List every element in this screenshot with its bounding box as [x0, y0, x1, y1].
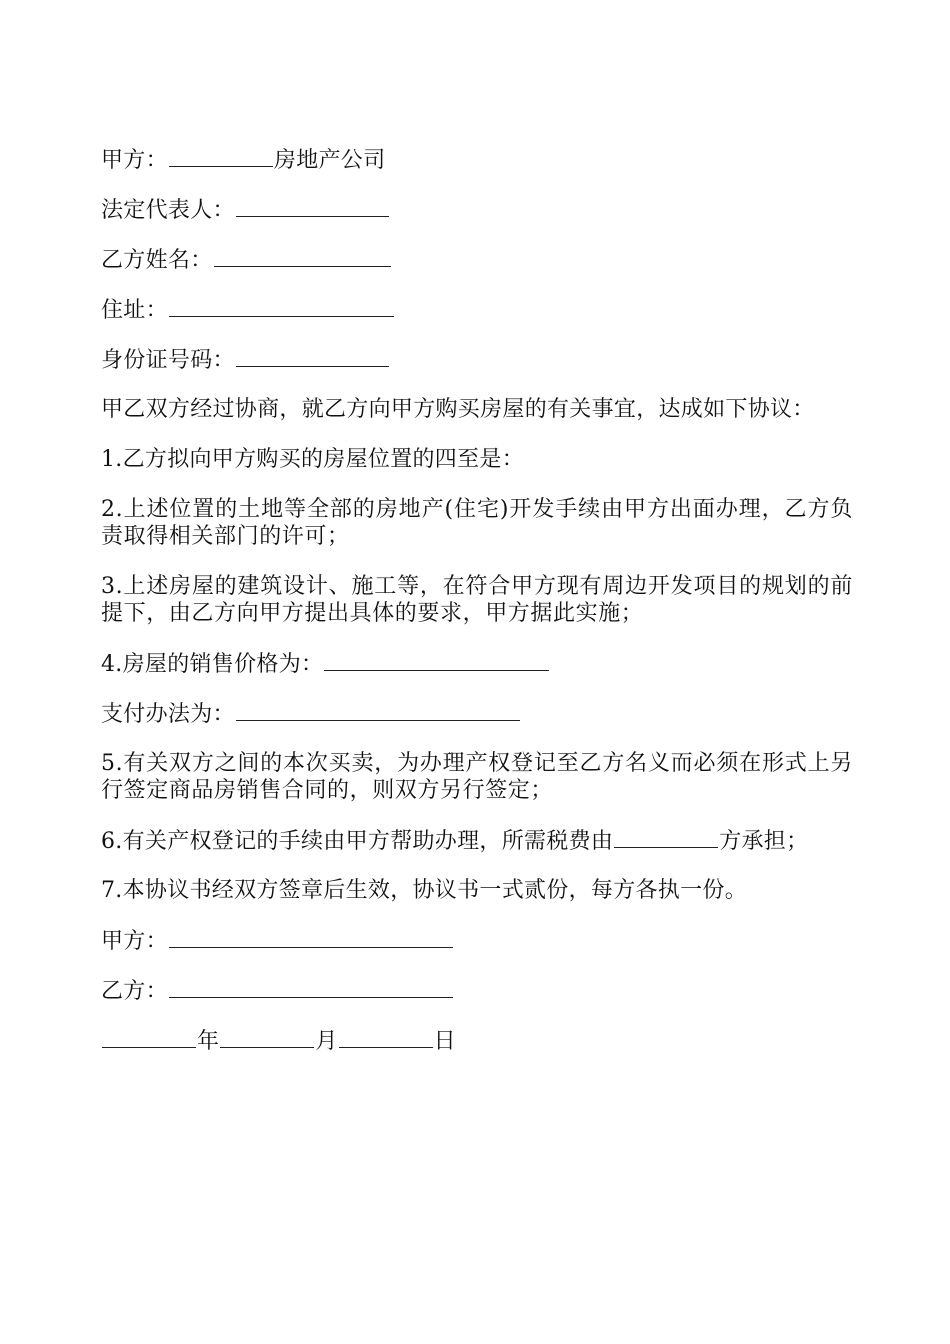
clause-6-line: [101, 827, 853, 854]
id-number-line: [101, 346, 853, 373]
legal-rep-blank: [236, 196, 389, 217]
payment-label: 支付办法为：: [101, 702, 235, 727]
address-blank: [169, 296, 394, 317]
clause-7: 7.本协议书经双方签章后生效，协议书一式贰份，每方各执一份。: [101, 878, 747, 903]
legal-rep-label: 法定代表人：: [101, 198, 235, 223]
month-blank: [220, 1027, 314, 1048]
year-blank: [102, 1027, 196, 1048]
legal-rep-line: [101, 196, 853, 223]
address-line: [101, 296, 853, 323]
clause-4-label: 4.房屋的销售价格为：: [101, 652, 324, 677]
sign-party-a-label: 甲方：: [101, 929, 168, 954]
id-number-blank: [236, 346, 389, 367]
sign-party-b-label: 乙方：: [101, 979, 168, 1004]
clause-6-prefix: 6.有关产权登记的手续由甲方帮助办理，所需税费由: [101, 829, 614, 854]
address-label: 住址：: [101, 298, 168, 323]
tax-party-blank: [614, 827, 718, 848]
clause-5: 5.有关双方之间的本次买卖，为办理产权登记至乙方名义而必须在形式上另行签定商品房销售合同的，则双方另行签定；: [101, 751, 853, 803]
date-day-label: 日: [433, 1029, 456, 1054]
intro-paragraph: 甲乙双方经过协商，就乙方向甲方购买房屋的有关事宜，达成如下协议：: [101, 397, 815, 422]
party-a-blank: [169, 146, 273, 167]
price-blank: [324, 650, 549, 671]
sign-party-b-blank: [169, 977, 453, 998]
date-year-label: 年: [197, 1029, 220, 1054]
party-b-name-blank: [214, 246, 391, 267]
id-number-label: 身份证号码：: [101, 348, 235, 373]
date-month-label: 月: [315, 1029, 338, 1054]
day-blank: [339, 1027, 433, 1048]
clause-3: 3.上述房屋的建筑设计、施工等，在符合甲方现有周边开发项目的规划的前提下，由乙方向甲方提出具体的要求，甲方据此实施；: [101, 574, 853, 626]
party-a-suffix: 房地产公司: [273, 148, 386, 173]
clause-6-suffix: 方承担；: [719, 829, 809, 854]
sign-party-a-blank: [169, 927, 453, 948]
clause-4-line: [101, 650, 853, 677]
sign-party-a-line: [101, 927, 853, 954]
payment-line: [101, 700, 853, 727]
party-b-name-label: 乙方姓名：: [101, 248, 213, 273]
party-a-line: [101, 146, 853, 173]
payment-blank: [236, 700, 520, 721]
date-line: [101, 1027, 853, 1054]
agreement-body: [101, 146, 853, 1077]
party-b-name-line: [101, 246, 853, 273]
sign-party-b-line: [101, 977, 853, 1004]
clause-1: 1.乙方拟向甲方购买的房屋位置的四至是：: [101, 447, 524, 472]
clause-2: 2.上述位置的土地等全部的房地产(住宅)开发手续由甲方出面办理，乙方负责取得相关部门的许可；: [101, 497, 853, 549]
party-a-label: 甲方：: [101, 148, 168, 173]
